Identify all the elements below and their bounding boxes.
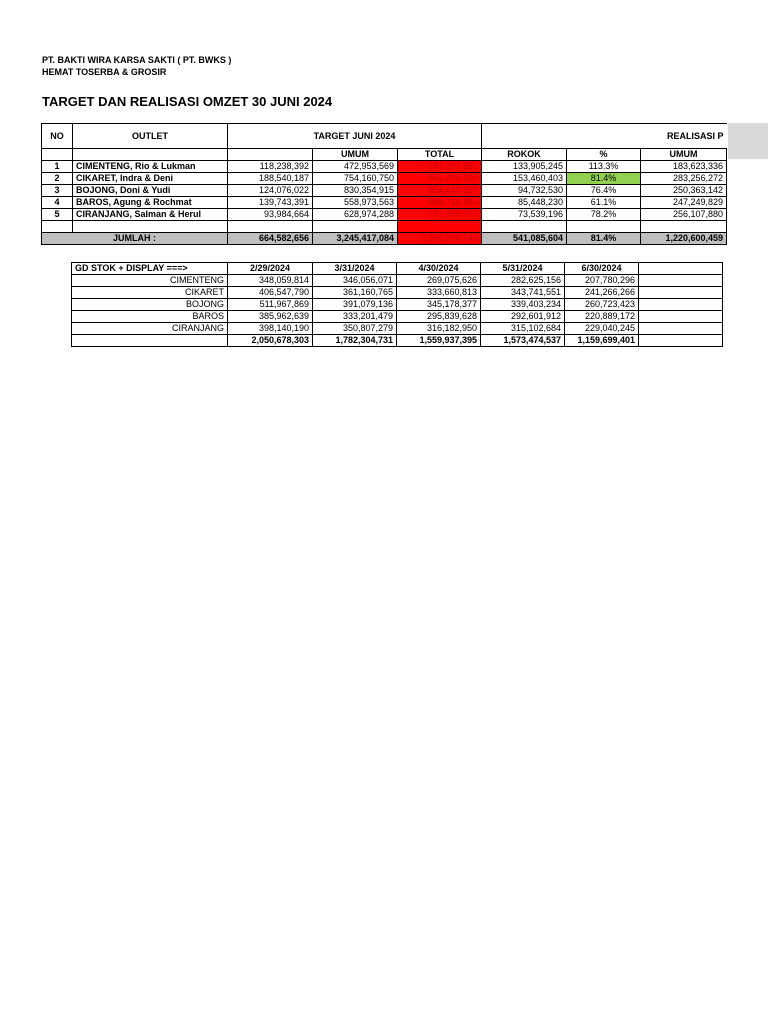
row-no: 3	[42, 185, 73, 197]
row-real-rokok: 85,448,230	[482, 197, 567, 209]
company-name: PT. BAKTI WIRA KARSA SAKTI ( PT. BWKS )	[42, 55, 232, 65]
row-target-total: 942,700,937	[398, 173, 482, 185]
stock-outlet: BAROS	[72, 311, 228, 323]
stock-value: 343,741,551	[481, 287, 565, 299]
stock-value: 316,182,950	[397, 323, 481, 335]
spacer-cell	[73, 221, 228, 233]
stock-total-empty	[639, 335, 723, 347]
row-real-umum: 183,623,336	[641, 161, 727, 173]
stock-value: 406,547,790	[228, 287, 313, 299]
stock-outlet: BOJONG	[72, 299, 228, 311]
table-row	[72, 287, 723, 299]
total-label: JUMLAH :	[42, 233, 228, 245]
header-target-rokok-blank	[228, 149, 313, 161]
row-target-umum: 754,160,750	[313, 173, 398, 185]
row-real-umum: 256,107,880	[641, 209, 727, 221]
stock-date-4: 5/31/2024	[481, 263, 565, 275]
stock-outlet: CIMENTENG	[72, 275, 228, 287]
row-real-pct: 61.1%	[567, 197, 641, 209]
stock-date-5: 6/30/2024	[565, 263, 639, 275]
header-target-umum: UMUM	[313, 149, 398, 161]
stock-value: 345,178,377	[397, 299, 481, 311]
stock-value: 348,059,814	[228, 275, 313, 287]
header-no: NO	[42, 124, 73, 149]
header-outlet-blank	[73, 149, 228, 161]
header-real-umum: UMUM	[641, 149, 727, 161]
stock-value: 385,962,639	[228, 311, 313, 323]
stock-value: 260,723,423	[565, 299, 639, 311]
stock-value: 511,967,869	[228, 299, 313, 311]
row-outlet: CIRANJANG, Salman & Herul	[73, 209, 228, 221]
target-table	[41, 123, 727, 245]
grey-strip	[728, 123, 768, 159]
row-target-total: 954,430,937	[398, 185, 482, 197]
total-target-rokok: 664,582,656	[228, 233, 313, 245]
row-no: 4	[42, 197, 73, 209]
row-target-rokok: 93,984,664	[228, 209, 313, 221]
row-outlet: BOJONG, Doni & Yudi	[73, 185, 228, 197]
table-row	[42, 209, 727, 221]
row-outlet: BAROS, Agung & Rochmat	[73, 197, 228, 209]
stock-label: GD STOK + DISPLAY ===>	[72, 263, 228, 275]
row-no: 2	[42, 173, 73, 185]
spacer-cell	[398, 221, 482, 233]
stock-value: 315,102,684	[481, 323, 565, 335]
row-target-umum: 558,973,563	[313, 197, 398, 209]
stock-total-3: 1,559,937,395	[397, 335, 481, 347]
row-real-pct: 78.2%	[567, 209, 641, 221]
row-target-rokok: 124,076,022	[228, 185, 313, 197]
stock-value: 295,839,628	[397, 311, 481, 323]
stock-value: 350,807,279	[313, 323, 397, 335]
row-real-umum: 247,249,829	[641, 197, 727, 209]
stock-empty	[639, 311, 723, 323]
stock-value: 282,625,156	[481, 275, 565, 287]
stock-total-4: 1,573,474,537	[481, 335, 565, 347]
table-row	[72, 311, 723, 323]
row-real-pct: 81.4%	[567, 173, 641, 185]
spacer-cell	[228, 221, 313, 233]
stock-value: 207,780,296	[565, 275, 639, 287]
row-target-umum: 472,953,569	[313, 161, 398, 173]
header-target: TARGET JUNI 2024	[228, 124, 482, 149]
row-real-rokok: 73,539,196	[482, 209, 567, 221]
report-title: TARGET DAN REALISASI OMZET 30 JUNI 2024	[42, 94, 333, 109]
row-real-rokok: 133,905,245	[482, 161, 567, 173]
total-real-pct: 81.4%	[567, 233, 641, 245]
stock-date-2: 3/31/2024	[313, 263, 397, 275]
stock-value: 292,601,912	[481, 311, 565, 323]
row-target-rokok: 139,743,391	[228, 197, 313, 209]
stock-empty	[639, 287, 723, 299]
header-realisasi: REALISASI P	[482, 124, 727, 149]
stock-outlet: CIRANJANG	[72, 323, 228, 335]
total-target-total: 3,909,999,740	[398, 233, 482, 245]
spacer-cell	[567, 221, 641, 233]
row-real-rokok: 94,732,530	[482, 185, 567, 197]
row-real-umum: 283,256,272	[641, 173, 727, 185]
stock-value: 220,889,172	[565, 311, 639, 323]
stock-value: 333,660,813	[397, 287, 481, 299]
row-target-rokok: 118,238,392	[228, 161, 313, 173]
header-outlet: OUTLET	[73, 124, 228, 149]
row-target-umum: 628,974,288	[313, 209, 398, 221]
total-real-rokok: 541,085,604	[482, 233, 567, 245]
total-target-umum: 3,245,417,084	[313, 233, 398, 245]
stock-value: 398,140,190	[228, 323, 313, 335]
table-row	[42, 173, 727, 185]
header-real-pct: %	[567, 149, 641, 161]
stock-table	[71, 262, 723, 347]
row-target-rokok: 188,540,187	[228, 173, 313, 185]
row-target-total: 698,716,954	[398, 197, 482, 209]
spacer-cell	[313, 221, 398, 233]
stock-value: 361,160,765	[313, 287, 397, 299]
table-row	[72, 323, 723, 335]
stock-value: 269,075,626	[397, 275, 481, 287]
stock-value: 229,040,245	[565, 323, 639, 335]
header-target-total: TOTAL	[398, 149, 482, 161]
header-no-blank	[42, 149, 73, 161]
spacer-cell	[641, 221, 727, 233]
row-real-pct: 113.3%	[567, 161, 641, 173]
total-real-umum: 1,220,600,459	[641, 233, 727, 245]
stock-empty	[639, 323, 723, 335]
company-subtitle: HEMAT TOSERBA & GROSIR	[42, 67, 167, 77]
stock-value: 333,201,479	[313, 311, 397, 323]
stock-total-1: 2,050,678,303	[228, 335, 313, 347]
row-real-pct: 76.4%	[567, 185, 641, 197]
table-row	[72, 275, 723, 287]
stock-value: 241,266,266	[565, 287, 639, 299]
table-row	[72, 299, 723, 311]
stock-empty	[639, 275, 723, 287]
spacer-cell	[42, 221, 73, 233]
stock-value: 346,056,071	[313, 275, 397, 287]
stock-total-2: 1,782,304,731	[313, 335, 397, 347]
spacer-cell	[482, 221, 567, 233]
stock-total-5: 1,159,699,401	[565, 335, 639, 347]
header-real-rokok: ROKOK	[482, 149, 567, 161]
stock-date-1: 2/29/2024	[228, 263, 313, 275]
stock-value: 391,079,136	[313, 299, 397, 311]
table-row	[42, 185, 727, 197]
row-target-total: 591,191,961	[398, 161, 482, 173]
row-target-umum: 830,354,915	[313, 185, 398, 197]
row-real-umum: 250,363,142	[641, 185, 727, 197]
table-row	[42, 197, 727, 209]
stock-empty	[639, 299, 723, 311]
table-row	[42, 161, 727, 173]
stock-outlet: CIKARET	[72, 287, 228, 299]
stock-value: 339,403,234	[481, 299, 565, 311]
row-real-rokok: 153,460,403	[482, 173, 567, 185]
row-no: 5	[42, 209, 73, 221]
stock-total-label-blank	[72, 335, 228, 347]
stock-empty-header	[639, 263, 723, 275]
row-target-total: 722,958,952	[398, 209, 482, 221]
row-outlet: CIKARET, Indra & Deni	[73, 173, 228, 185]
row-outlet: CIMENTENG, Rio & Lukman	[73, 161, 228, 173]
row-no: 1	[42, 161, 73, 173]
stock-date-3: 4/30/2024	[397, 263, 481, 275]
